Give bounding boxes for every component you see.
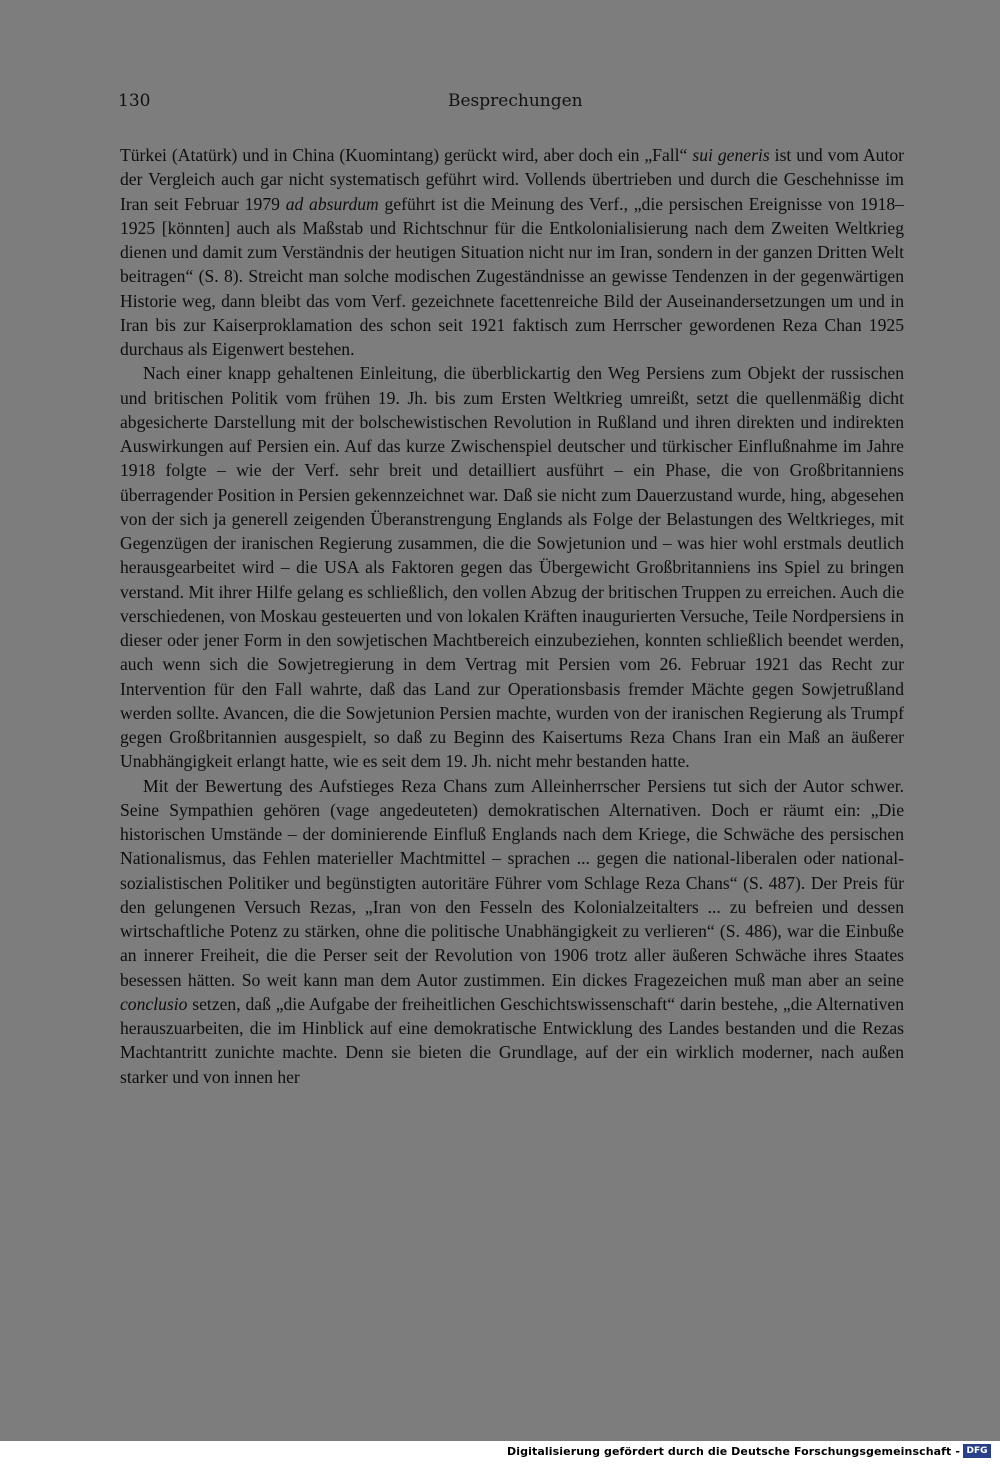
paragraph	[120, 143, 904, 361]
text-segment: Nach einer knapp gehaltenen Einleitung, die überblickartig den Weg Persiens zum Objekt der russischen und britischen Politik vom frühen 19. Jh. bis zum Ersten Weltkrieg umreißt, setzt die quellenmäßig dicht abgesicherte Darstellung mit der bolschewistischen Revolution in Rußland und ihren direkten und indirekten Auswirkungen auf Persien ein. Auf das kurze Zwischenspiel deutscher und türkischer Einflußnahme im Jahre 1918 folgte – wie der Verf. sehr breit und detailliert ausführt – ein Phase, die von Großbritanniens überragender Position in Persien gekennzeichnet war. Daß sie nicht zum Dauerzustand wurde, hing, abgesehen von der sich ja generell zeigenden Überanstrengung Englands als Folge der Belastungen des Weltkrieges, mit Gegenzügen der iranischen Regierung zusammen, die die Sowjetunion und – was hier wohl erstmals deutlich herausgearbeitet wird – die USA als Faktoren gegen das Übergewicht Großbritanniens ins Spiel zu bringen verstand. Mit ihrer Hilfe gelang es schließlich, den vollen Abzug der britischen Truppen zu erreichen. Auch die verschiedenen, von Moskau gesteuerten und von lokalen Kräften inaugurierten Versuche, Teile Nordpersiens in dieser oder jener Form in den sowjetischen Machtbereich einzubeziehen, konnten schließlich beendet werden, auch wenn sich die Sowjetregierung in dem Vertrag mit Persien vom 26. Februar 1921 das Recht zur Intervention für den Fall wahrte, daß das Land zur Operationsbasis fremder Mächte gegen Sowjetrußland werden sollte. Avancen, die die Sowjetunion Persien machte, wurden von der iranischen Regierung als Trumpf gegen Großbritannien ausgespielt, so daß zu Beginn des Kaisertums Reza Chans Iran ein Maß an äußerer Unabhängigkeit erlangt hatte, wie es seit dem 19. Jh. nicht mehr bestanden hatte.	[120, 363, 904, 772]
italic-segment: ad absurdum	[285, 193, 379, 214]
page-header	[118, 91, 904, 115]
dfg-logo: DFG	[963, 1444, 991, 1458]
text-segment: Türkei (Atatürk) und in China (Kuomintang) gerückt wird, aber doch ein „Fall“	[120, 145, 693, 165]
running-head: Besprechungen	[448, 91, 583, 111]
funding-credit: Digitalisierung gefördert durch die Deutsche Forschungsgemeinschaft -	[507, 1445, 960, 1458]
text-segment: setzen, daß „die Aufgabe der freiheitlichen Geschichtswissenschaft“ darin bestehe, „die Alternativen herauszuarbeiten, die im Hinblick auf eine demokratische Entwicklung des Landes bestanden und die Rezas Machtantritt zunichte machte. Denn sie bieten die Grundlage, auf der ein wirklich moderner, nach außen starker und von innen her	[120, 993, 904, 1087]
text-segment: geführt ist die Meinung des Verf., „die persischen Ereignisse von 1918–1925 [könnten] auch als Maßstab und Richtschnur für die Entkolonialisierung nach dem Zweiten Weltkrieg dienen und damit zum Verständnis der heutigen Situation nicht nur im Iran, sondern in der ganzen Dritten Welt beitragen“ (S. 8). Streicht man solche modischen Zugeständnisse an gewisse Tendenzen in der gegenwärtigen Historie weg, dann bleibt das vom Verf. gezeichnete facettenreiche Bild der Auseinandersetzungen um und in Iran bis zur Kaiserproklamation des schon seit 1921 faktisch zum Herrscher gewordenen Reza Chan 1925 durchaus als Eigenwert bestehen.	[120, 193, 904, 359]
italic-segment: sui generis	[692, 145, 770, 165]
text-segment: Mit der Bewertung des Aufstieges Reza Chans zum Alleinherrscher Persiens tut sich der Autor schwer. Seine Sympathien gehören (vage angedeuteten) demokratischen Alternativen. Doch er räumt ein: „Die historischen Umstände – der dominierende Einfluß Englands nach dem Kriege, die Schwäche des persischen Nationalismus, das Fehlen materieller Machtmittel – sprachen ... gegen die national-liberalen oder national-sozialistischen Politiker und begünstigten autoritäre Führer vom Schlage Reza Chans“ (S. 487). Der Preis für den gelungenen Versuch Rezas, „Iran von den Fesseln des Kolonialzeitalters ... zu befreien und dessen wirtschaftliche Potenz zu stärken, ohne die politische Unabhängigkeit zu verlieren“ (S. 486), war die Einbuße an innerer Freiheit, die die Perser seit der Revolution von 1906 trotz aller äußeren Schwäche ihres Staates besessen hätten. So weit kann man dem Autor zustimmen. Ein dickes Fragezeichen muß man aber an seine	[120, 775, 904, 990]
paragraph	[120, 361, 904, 773]
body-text	[120, 143, 904, 1089]
page-number: 130	[118, 91, 151, 111]
paragraph	[120, 774, 904, 1089]
text-segment: ist und vom Autor der Vergleich auch gar nicht systematisch geführt wird. Vollends übertrieben und durch die Geschehnisse im Iran seit Februar 1979	[120, 145, 905, 214]
digitization-footer	[0, 1441, 1000, 1464]
italic-segment: conclusio	[120, 993, 188, 1014]
